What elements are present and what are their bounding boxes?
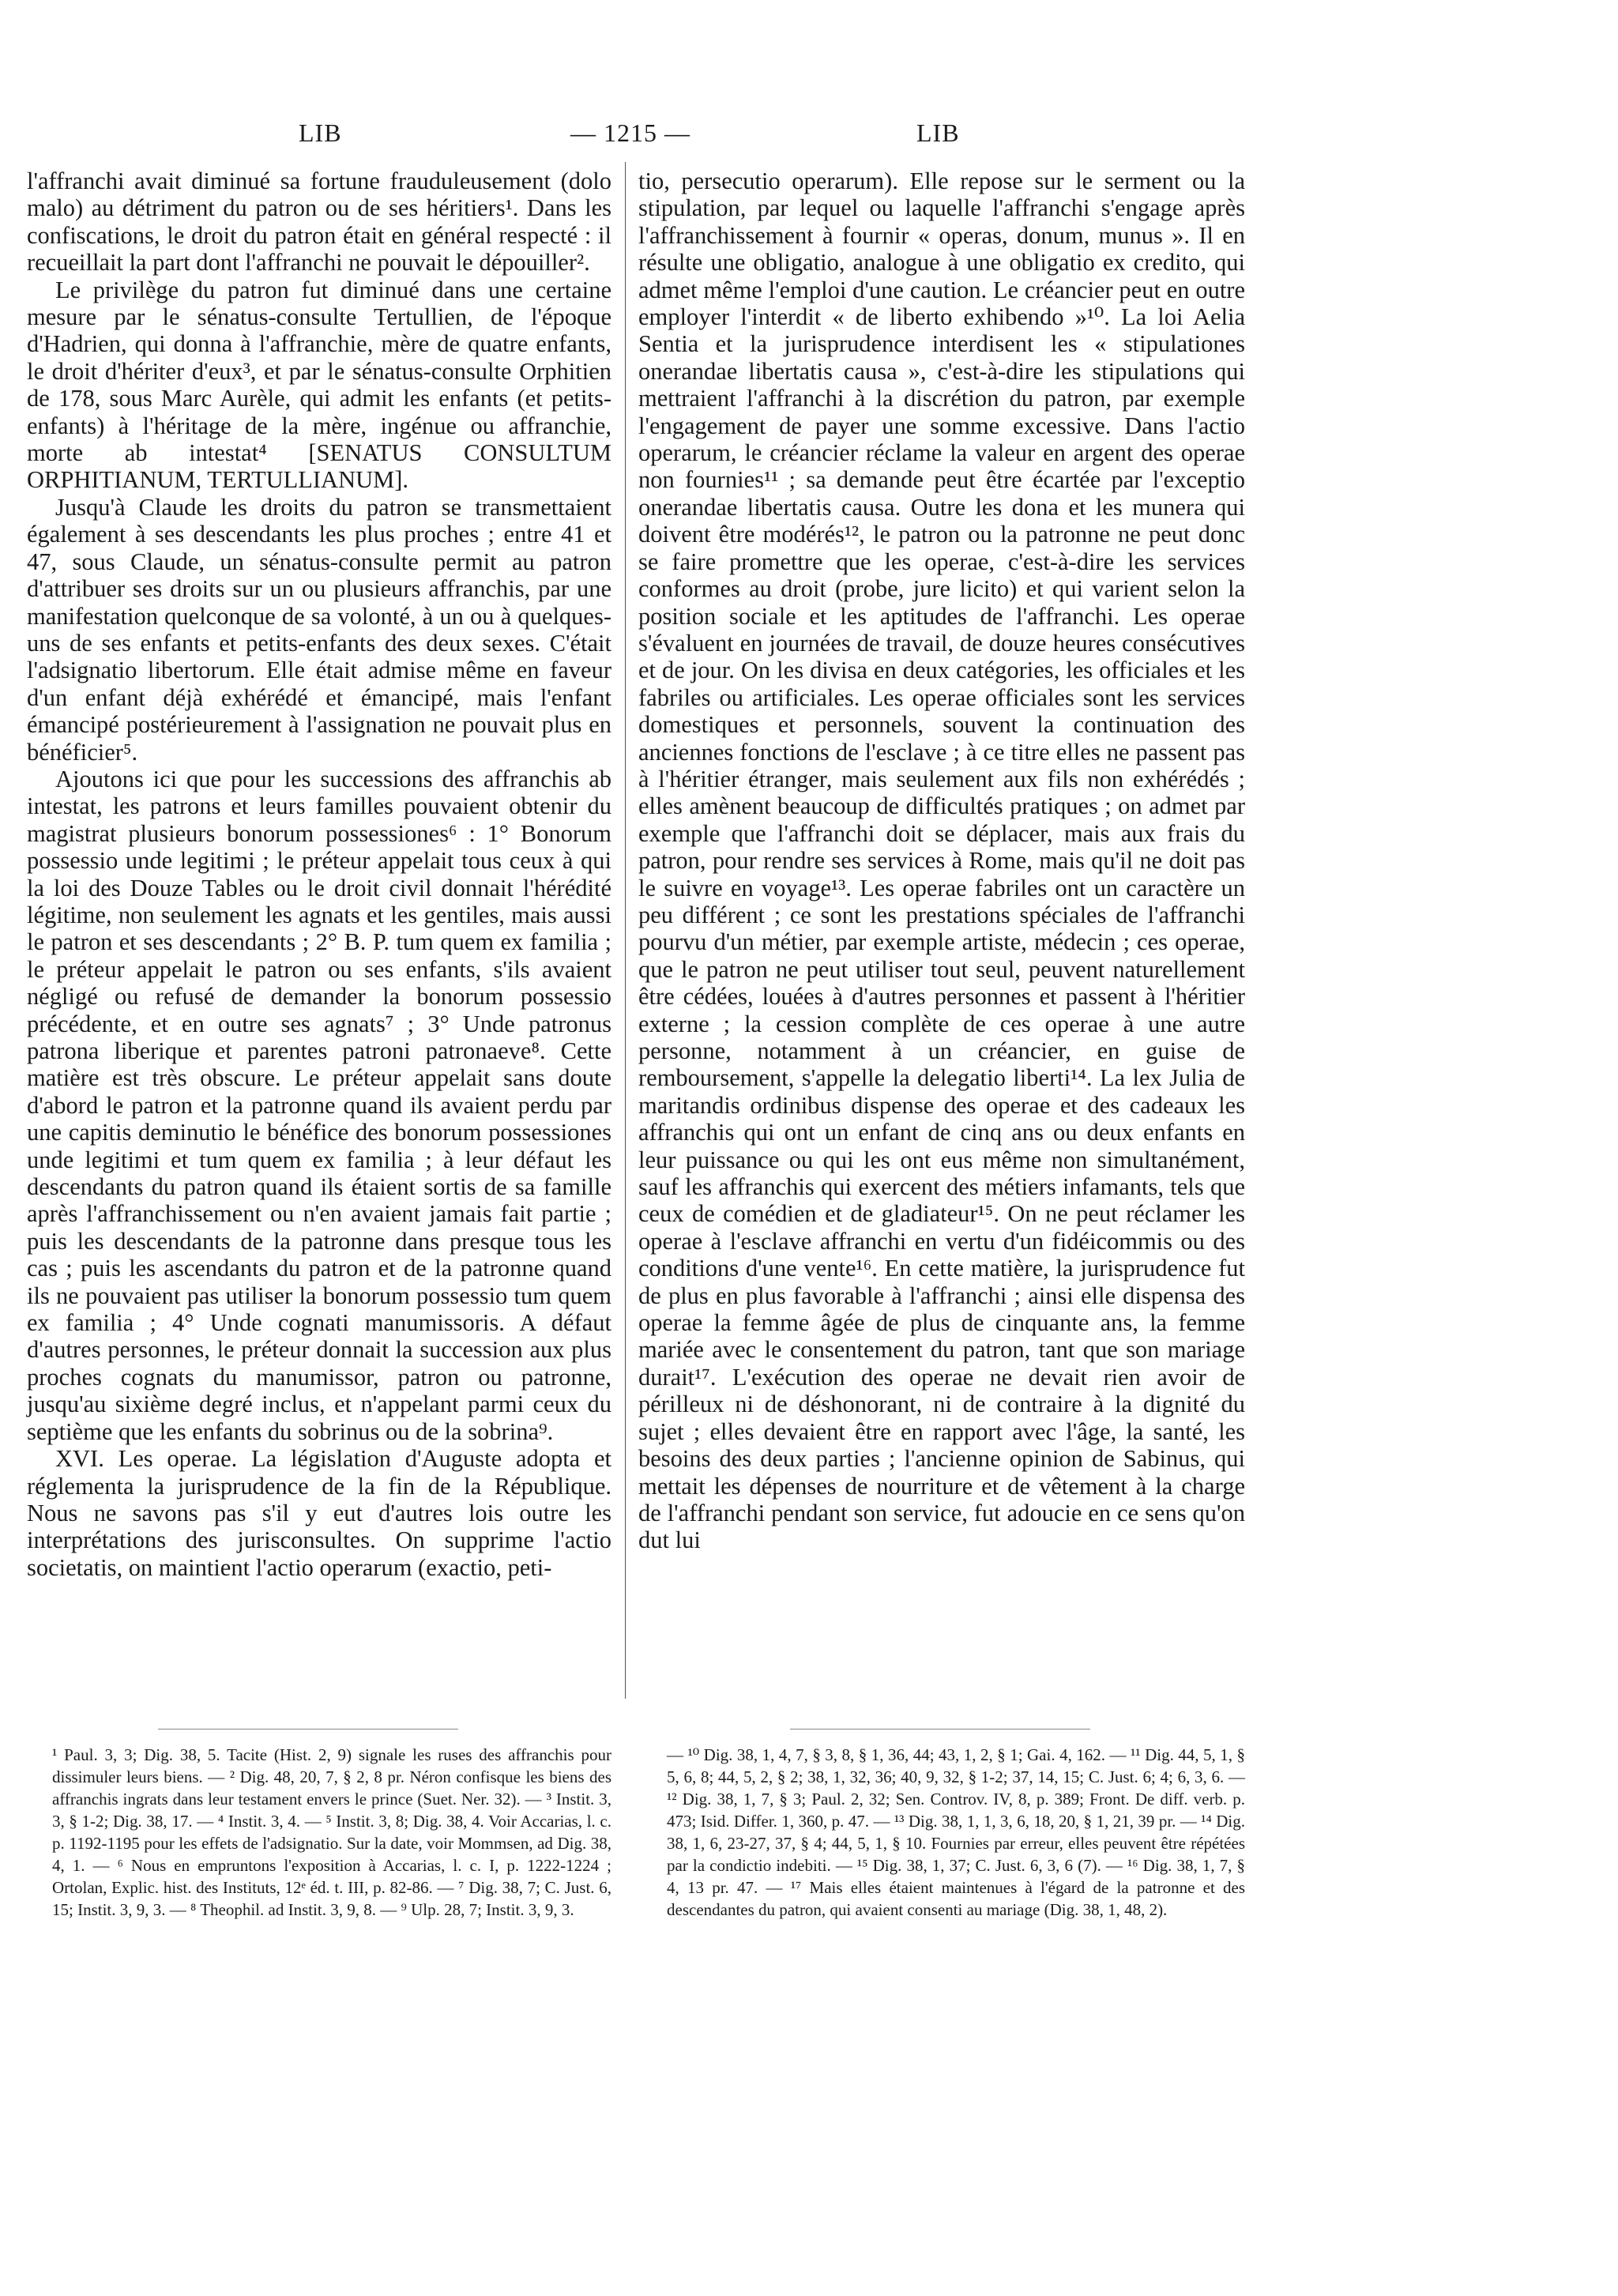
page-number: — 1215 — [570,119,690,147]
running-head-right: LIB [916,119,960,147]
paragraph: tio, persecutio operarum). Elle repose sur le serment ou la stipulation, par lequel ou laquelle l'affranchi s'engage après l'affranchissement à fournir « operas, donum, munus ». Il en résulte une obligatio, analogue à une obligatio ex credito, qui admet même l'emploi d'une caution. Le créancier peut en outre employer l'interdit « de liberto exhibendo »¹⁰. La loi Aelia Sentia et la jurisprudence interdisent les « stipulationes onerandae libertatis causa », c'est-à-dire les stipulations qui mettraient l'affranchi à la discrétion du patron, par exemple l'engagement de payer une somme excessive. Dans l'actio operarum, le créancier réclame la valeur en argent des operae non fournies¹¹ ; sa demande peut être écartée par l'exceptio onerandae libertatis causa. Outre les dona et les munera qui doivent être modérés¹², le patron ou la patronne ne peut donc se faire promettre que les operae, c'est-à-dire les services conformes au droit (probe, jure licito) et qui varient selon la position sociale et les aptitudes de l'affranchi. Les operae s'évaluent en journées de travail, de douze heures consécutives et de jour. On les divisa en deux catégories, les officiales et les fabriles ou artificiales. Les operae officiales sont les services domestiques et personnels, souvent la continuation des anciennes fonctions de l'esclave ; à ce titre elles ne passent pas à l'héritier étranger, mais seulement aux fils non exhérédés ; elles amènent beaucoup de difficultés pratiques ; on admet par exemple que l'affranchi doit se déplacer, mais aux frais du patron, pour rendre ses services à Rome, mais qu'il ne doit pas le suivre en voyage¹³. Les operae fabriles ont un caractère un peu différent ; ce sont les prestations spéciales de l'affranchi pourvu d'un métier, par exemple artiste, médecin ; ces operae, que le patron ne peut utiliser tout seul, peuvent naturellement être cédées, louées à d'autres personnes et passent à l'héritier externe ; la cession complète de ces operae à une autre personne, notamment à un créancier, en guise de remboursement, s'appelle la delegatio liberti¹⁴. La lex Julia de maritandis ordinibus dispense des operae et des cadeaux les affranchis qui ont un enfant de cinq ans ou deux enfants en leur puissance ou qui les ont eus même non simultanément, sauf les affranchis qui exercent des métiers infamants, tels que ceux de comédien et de gladiateur¹⁵. On ne peut réclamer les operae à l'esclave affranchi en vertu d'un fidéicommis ou des conditions d'une vente¹⁶. En cette matière, la jurisprudence fut de plus en plus favorable à l'affranchi ; ainsi elle dispensa des operae la femme âgée de plus de cinquante ans, la femme mariée avec le consentement du patron, tant que son mariage durait¹⁷. L'exécution des operae ne devait rien avoir de périlleux ni de déshonorant, ni de contraire à la dignité du sujet ; elles devaient être en rapport avec l'âge, la santé, les besoins des deux parties ; l'ancienne opinion de Sabinus, qui mettait les dépenses de nourriture et de vêtement à la charge de l'affranchi pendant son service, fut adoucie en ce sens qu'on dut lui [638,167,1245,1554]
footnotes-left: ¹ Paul. 3, 3; Dig. 38, 5. Tacite (Hist. 2, 9) signale les ruses des affranchis pour dissimuler leurs biens. — ² Dig. 48, 20, 7, § 2, 8 pr. Néron confisque les biens des affranchis ingrats dans leur testament envers le prince (Suet. Ner. 32). — ³ Instit. 3, 3, § 1-2; Dig. 38, 17. — ⁴ Instit. 3, 4. — ⁵ Instit. 3, 8; Dig. 38, 4. Voir Accarias, l. c. p. 1192-1195 pour les effets de l'adsignatio. Sur la date, voir Mommsen, ad Dig. 38, 4, 1. — ⁶ Nous en empruntons l'exposition à Accarias, l. c. I, p. 1222-1224 ; Ortolan, Explic. hist. des Instituts, 12ᵉ éd. t. III, p. 82-86. — ⁷ Dig. 38, 7; C. Just. 6, 15; Instit. 3, 9, 3. — ⁸ Theophil. ad Instit. 3, 9, 8. — ⁹ Ulp. 28, 7; Instit. 3, 9, 3. [52,1745,611,1919]
right-column [638,167,1245,1554]
column-divider [625,162,626,1699]
paragraph: l'affranchi avait diminué sa fortune frauduleusement (dolo malo) au détriment du patron ou de ses héritiers¹. Dans les confiscations, le droit du patron était en général respecté : il recueillait la part dont l'affranchi ne pouvait le dépouiller². [27,167,611,277]
left-column [27,167,611,1581]
paragraph: XVI. Les operae. La législation d'Auguste adopta et réglementa la jurisprudence de la fin de la République. Nous ne savons pas s'il y eut d'autres lois outre les interprétations des jurisconsultes. On supprime l'actio societatis, on maintient l'actio operarum (exactio, peti- [27,1445,611,1581]
paragraph: Jusqu'à Claude les droits du patron se transmettaient également à ses descendants les plus proches ; entre 41 et 47, sous Claude, un sénatus-consulte permit au patron d'attribuer ses droits sur un ou plusieurs affranchis, par une manifestation quelconque de sa volonté, à un ou à quelques-uns de ses enfants et petits-enfants des deux sexes. C'était l'adsignatio libertorum. Elle était admise même en faveur d'un enfant déjà exhérédé et émancipé, mais l'enfant émancipé postérieurement à l'assignation ne pouvait plus en bénéficier⁵. [27,493,611,766]
paragraph: Le privilège du patron fut diminué dans une certaine mesure par le sénatus-consulte Tertullien, de l'époque d'Hadrien, qui donna à l'affranchie, mère de quatre enfants, le droit d'hériter d'eux³, et par le sénatus-consulte Orphitien de 178, sous Marc Aurèle, qui admit les enfants (et petits-enfants) à l'héritage de la mère, ingénue ou affranchie, morte ab intestat⁴ [SENATUS CONSULTUM ORPHITIANUM, TERTULLIANUM]. [27,276,611,494]
running-head-left: LIB [299,119,342,147]
footnotes-right: — ¹⁰ Dig. 38, 1, 4, 7, § 3, 8, § 1, 36, 44; 43, 1, 2, § 1; Gai. 4, 162. — ¹¹ Dig. 44, 5, 1, § 5, 6, 8; 44, 5, 2, § 2; 38, 1, 32, 36; 40, 9, 32, § 1-2; 37, 14, 15; C. Just. 6; 4; 6, 3, 6. — ¹² Dig. 38, 1, 7, § 3; Paul. 2, 32; Sen. Controv. IV, 8, p. 389; Front. De diff. verb. p. 473; Isid. Differ. 1, 360, p. 47. — ¹³ Dig. 38, 1, 1, 3, 6, 18, 20, § 1, 21, 39 pr. — ¹⁴ Dig. 38, 1, 6, 23-27, 37, § 4; 44, 5, 1, § 10. Fournies par erreur, elles peuvent être répétées par la condictio indebiti. — ¹⁵ Dig. 38, 1, 37; C. Just. 6, 3, 6 (7). — ¹⁶ Dig. 38, 1, 7, § 4, 13 pr. 47. — ¹⁷ Mais elles étaient maintenues à l'égard de la patronne et des descendantes du patron, qui avaient consenti au mariage (Dig. 38, 1, 48, 2). [667,1745,1245,1919]
footnote-rule-right [790,1729,1090,1730]
paragraph: Ajoutons ici que pour les successions des affranchis ab intestat, les patrons et leurs familles pouvaient obtenir du magistrat plusieurs bonorum possessiones⁶ : 1° Bonorum possessio unde legitimi ; le préteur appelait tous ceux à qui la loi des Douze Tables ou le droit civil donnait l'hérédité légitime, non seulement les agnats et les gentiles, mais aussi le patron et ses descendants ; 2° B. P. tum quem ex familia ; le préteur appelait le patron ou ses enfants, s'ils avaient négligé ou refusé de demander la bonorum possessio précédente, et en outre ses agnats⁷ ; 3° Unde patronus patrona liberique et parentes patroni patronaeve⁸. Cette matière est très obscure. Le préteur appelait sans doute d'abord le patron et la patronne quand ils avaient perdu par une capitis deminutio le bénéfice des bonorum possessiones unde legitimi et tum quem ex familia ; à leur défaut les descendants du patron quand ils étaient sortis de sa famille après l'affranchissement ou n'en avaient jamais fait partie ; puis les descendants de la patronne dans presque tous les cas ; puis les ascendants du patron et de la patronne quand ils ne pouvaient pas utiliser la bonorum possessio tum quem ex familia ; 4° Unde cognati manumissoris. A défaut d'autres personnes, le préteur donnait la succession aux plus proches cognats du manumissor, patron ou patronne, jusqu'au sixième degré inclus, et n'appelant parmi ceux du septième que les enfants du sobrinus ou de la sobrina⁹. [27,765,611,1445]
footnote-rule-left [158,1729,458,1730]
